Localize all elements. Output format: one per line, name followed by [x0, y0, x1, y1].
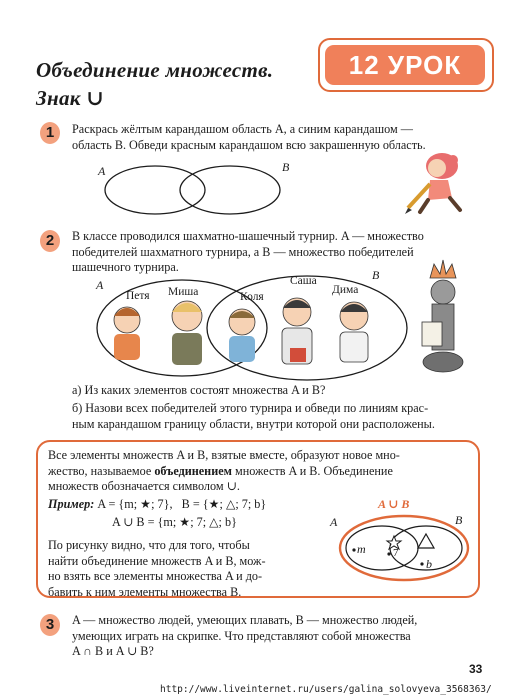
girl-with-pencil-illustration: [400, 150, 480, 220]
lesson-badge: 12 УРОК: [325, 45, 485, 85]
example-set-a: A = {m; ★; 7},: [97, 497, 173, 511]
example-union: A ∪ B = {m; ★; 7; △; b}: [112, 515, 237, 529]
page-title: [36, 56, 273, 112]
title-line1: Объединение множеств.: [36, 58, 274, 82]
task2-venn-diagram: [92, 270, 412, 385]
chess-king-illustration: [418, 258, 468, 378]
task3-text: A — множество людей, умеющих плавать, B — множество людей, умеющих играть на скрипке. Что представляют собой множества A ∩ B и A ∪ B?: [72, 613, 418, 658]
definition-text: Все элементы множеств A и B, взятые вместе, образуют новое мно- жество, называемое объединением множеств A и B. Объединение множеств обозначается символом ∪.: [48, 448, 400, 493]
task1-label-b: B: [282, 160, 290, 174]
name-petya: Петя: [126, 290, 150, 302]
task2-question-a: а) Из каких элементов состоят множества A и B?: [72, 383, 326, 397]
union-venn-diagram: [334, 512, 474, 584]
task2-text: В классе проводился шахматно-шашечный турнир. A — множество победителей шахматного турнира, а B — множество победителей шашечного турнира.: [72, 229, 424, 274]
task2-label-a: A: [96, 278, 104, 292]
union-label: A ∪ B: [378, 497, 410, 511]
venn-ellipse-b: [180, 166, 280, 214]
page-number: 33: [469, 662, 483, 676]
union-diagram-label-a: A: [330, 515, 338, 529]
task2-number: 2: [40, 230, 60, 252]
name-kolya: Коля: [240, 291, 264, 303]
task2-question-b: б) Назови всех победителей этого турнира и обведи по линиям крас- ным карандашом границу области, внутри которой они расположены.: [72, 401, 435, 431]
union-diagram-label-b: B: [455, 513, 463, 527]
example-label: Пример:: [48, 497, 95, 511]
child-misha: [172, 301, 202, 365]
child-dima: [340, 302, 368, 362]
example-line: [48, 497, 266, 513]
union-element-b: b: [426, 557, 432, 571]
task1-venn-diagram: [95, 160, 325, 220]
task1-label-a: A: [98, 164, 106, 178]
name-sasha: Саша: [290, 275, 317, 287]
union-element-m: m: [357, 542, 366, 556]
task2-label-b: B: [372, 268, 380, 282]
triangle-icon: [418, 534, 434, 548]
child-petya: [114, 307, 140, 360]
task3-number: 3: [40, 614, 60, 636]
child-kolya: [229, 309, 255, 362]
task1-text: Раскрась жёлтым карандашом область A, а синим карандашом — область B. Обведи красным карандашом всю закрашенную область.: [72, 122, 426, 152]
union-element-7: 7: [393, 547, 399, 559]
task1-number: 1: [40, 122, 60, 144]
title-line2: Знак ∪: [36, 86, 105, 110]
term-union: объединением: [154, 463, 232, 478]
source-url: http://www.liveinternet.ru/users/galina_solovyeva_3568363/: [160, 684, 492, 695]
name-misha: Миша: [168, 286, 199, 298]
name-dima: Дима: [332, 284, 359, 296]
explanation-text: По рисунку видно, что для того, чтобы найти объединение множеств A и B, мож- но взять все элементы множества A и до- бавить к ним элементы множества B.: [48, 538, 266, 599]
child-sasha: [282, 298, 312, 364]
venn-ellipse-a: [105, 166, 205, 214]
example-set-b: B = {★; △; 7; b}: [181, 497, 267, 511]
